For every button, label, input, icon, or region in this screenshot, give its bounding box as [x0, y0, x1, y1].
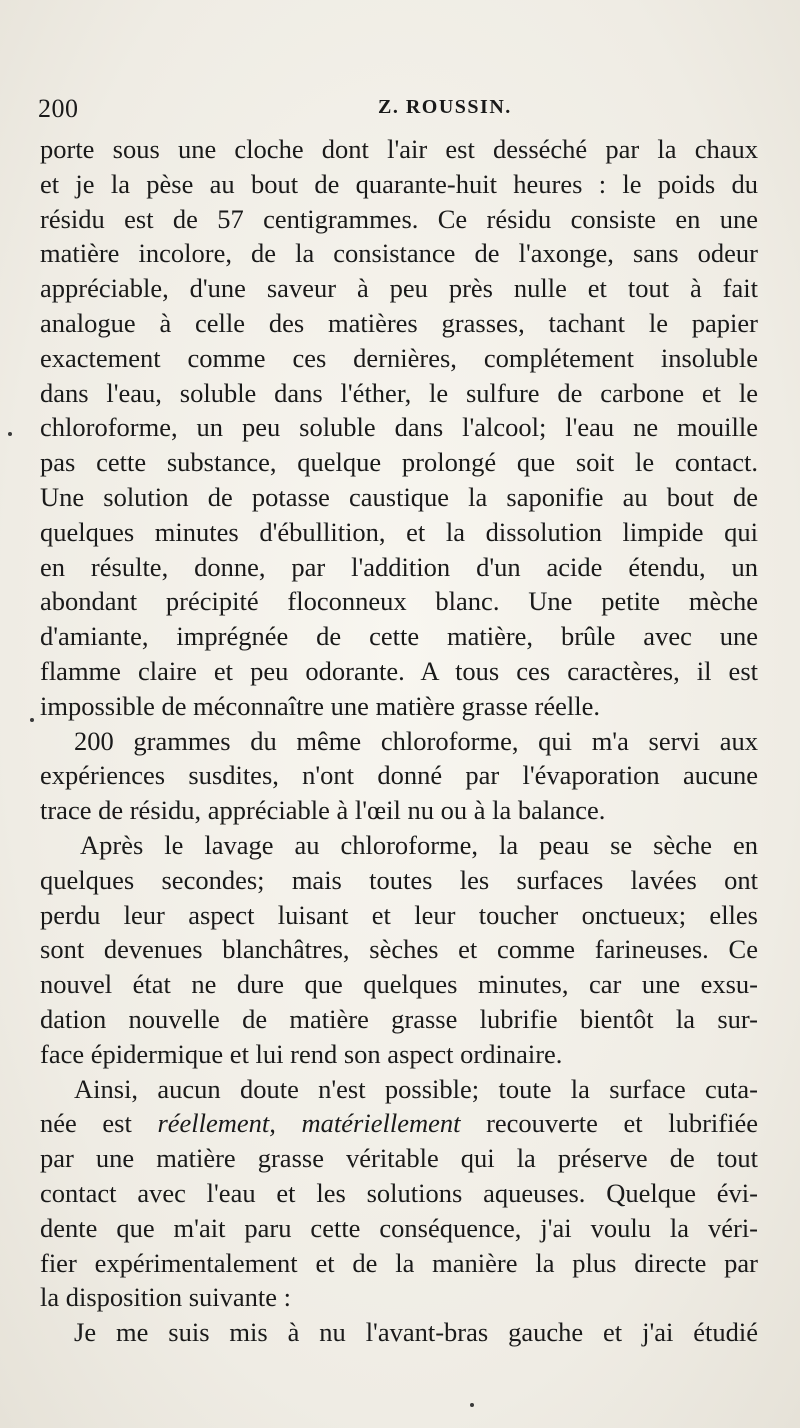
text-fragment: recouverte et lubrifiée [486, 1108, 758, 1139]
text-line: appréciable, d'une saveur à peu près nulle et tout à fait [40, 273, 758, 304]
text-line: porte sous une cloche dont l'air est desséché par la chaux [40, 134, 758, 164]
ink-speck [30, 718, 34, 722]
text-line: contact avec l'eau et les solutions aqueuses. Quelque évi- [40, 1177, 758, 1208]
text-line: d'amiante, imprégnée de cette matière, brûle avec une [40, 621, 758, 652]
text-line: trace de résidu, appréciable à l'œil nu ou à la balance. [40, 795, 606, 826]
text-line: pas cette substance, quelque prolongé que soit le contact. [40, 447, 758, 478]
text-line: expériences susdites, n'ont donné par l'évaporation aucune [40, 760, 758, 791]
page-number: 200 [38, 94, 79, 123]
text-line: Je me suis mis à nu l'avant-bras gauche et j'ai étudié [74, 1317, 758, 1348]
text-line: impossible de méconnaître une matière grasse réelle. [40, 690, 600, 721]
text-fragment: née est [40, 1108, 132, 1139]
text-line: en résulte, donne, par l'addition d'un acide étendu, un [40, 551, 758, 582]
text-line: dans l'eau, soluble dans l'éther, le sulfure de carbone et le [40, 377, 758, 408]
text-line: Une solution de potasse caustique la saponifie au bout de [40, 481, 758, 512]
text-line: dente que m'ait paru cette conséquence, j'ai voulu la véri- [40, 1212, 758, 1243]
italic-word: matériellement [301, 1108, 461, 1139]
text-line: 200 grammes du même chloroforme, qui m'a servi aux [74, 725, 758, 756]
page-header [38, 94, 758, 128]
text-line: quelques minutes d'ébullition, et la dissolution limpide qui [40, 516, 758, 547]
text-line: analogue à celle des matières grasses, tachant le papier [40, 307, 758, 338]
text-line: face épidermique et lui rend son aspect ordinaire. [40, 1038, 563, 1069]
text-line: flamme claire et peu odorante. A tous ces caractères, il est [40, 655, 758, 686]
text-line [40, 1106, 758, 1141]
running-head: Z. ROUSSIN. [378, 96, 512, 118]
text-line: dation nouvelle de matière grasse lubrifie bientôt la sur- [40, 1003, 758, 1034]
text-line: exactement comme ces dernières, complétement insoluble [40, 342, 758, 373]
text-line: quelques secondes; mais toutes les surfaces lavées ont [40, 864, 758, 895]
text-line: sont devenues blanchâtres, sèches et comme farineuses. Ce [40, 934, 758, 965]
italic-word: réellement, [157, 1108, 276, 1139]
text-line: matière incolore, de la consistance de l'axonge, sans odeur [40, 238, 758, 269]
ink-speck [470, 1403, 474, 1407]
body-text [40, 132, 758, 1350]
text-line: Ainsi, aucun doute n'est possible; toute la surface cuta- [74, 1073, 758, 1104]
text-line: et je la pèse au bout de quarante-huit heures : le poids du [40, 168, 758, 199]
text-line: abondant précipité floconneux blanc. Une petite mèche [40, 586, 758, 617]
text-line: résidu est de 57 centigrammes. Ce résidu consiste en une [40, 203, 758, 234]
text-line: chloroforme, un peu soluble dans l'alcool; l'eau ne mouille [40, 412, 758, 443]
ink-speck [8, 432, 12, 436]
text-line: perdu leur aspect luisant et leur toucher onctueux; elles [40, 899, 758, 930]
text-line: Après le lavage au chloroforme, la peau se sèche en [80, 829, 758, 860]
text-line: par une matière grasse véritable qui la préserve de tout [40, 1143, 758, 1174]
text-line: fier expérimentalement et de la manière la plus directe par [40, 1247, 758, 1278]
text-line: la disposition suivante : [40, 1282, 291, 1313]
text-line: nouvel état ne dure que quelques minutes, car une exsu- [40, 969, 758, 1000]
